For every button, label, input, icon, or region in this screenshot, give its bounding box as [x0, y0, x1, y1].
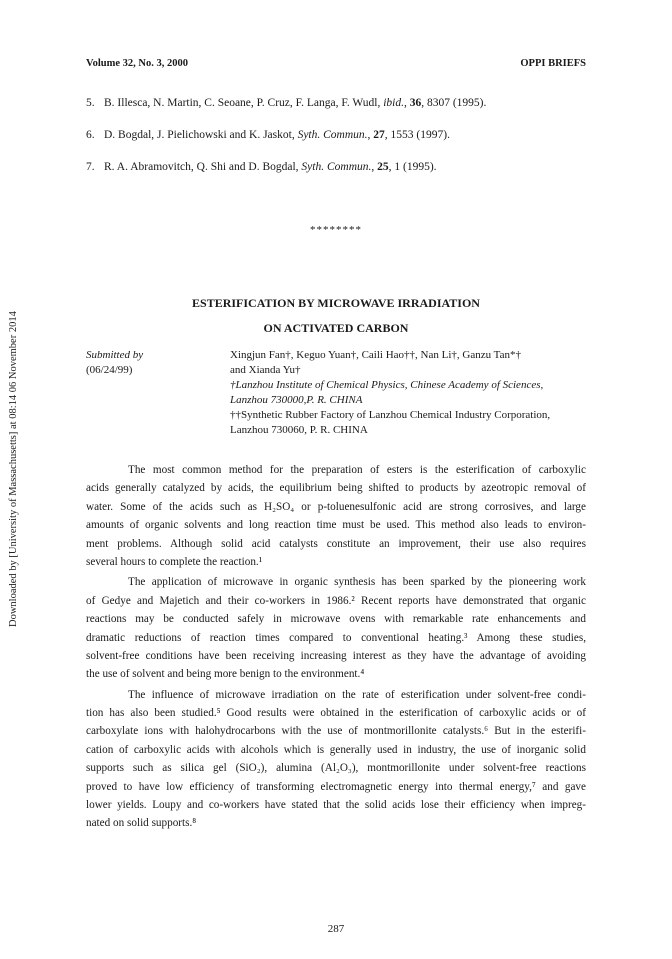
section-separator: ******** [310, 224, 362, 236]
volume-number: 25 [377, 161, 389, 173]
reference-list [86, 96, 586, 192]
body-paragraph: The influence of microwave irradiation on the rate of esterification under solvent-free condi- tion has also been studied.⁵ Good results were obtained in the esterification of carboxylic acids or of carboxylate ions with halohydrocarbons with the use of montmorillonite catalysts.⁶ But in the esterifi- cation of carboxylic acids with alcohols which is generally used in industry, the use of inorganic solid supports such as silica gel (SiO₂), alumina (Al₂O₃), montmorillonite under solvent-free reactions proved to have low efficiency of transforming electromagnetic energy into thermal energy,⁷ and gave lower yields. Loupy and co-workers have stated that the solid acids lose their efficiency when impreg- nated on solid supports.⁸ [86, 688, 586, 830]
submitted-date: (06/24/99) [86, 364, 133, 376]
download-watermark: Downloaded by [University of Massachusetts] at 08:14 06 November 2014 [8, 311, 19, 627]
volume-number: 36 [409, 97, 422, 109]
journal-name: Syth. Commun. [301, 161, 372, 173]
author-names: Xingjun Fan†, Keguo Yuan†, Caili Hao††, Nan Li†, Ganzu Tan*† [230, 349, 521, 361]
author-names: and Xianda Yu† [230, 364, 301, 376]
reference-item: 7. R. A. Abramovitch, Q. Shi and D. Bogdal, Syth. Commun., 25, 1 (1995). [86, 161, 437, 173]
journal-name: Syth. Commun. [297, 129, 368, 141]
reference-number: 5. [86, 97, 95, 109]
volume-number: 27 [373, 129, 385, 141]
reference-number: 7. [86, 161, 95, 173]
body-paragraph: The application of microwave in organic synthesis has been sparked by the pioneering work of Gedye and Majetich and their co-workers in 1986.² Recent reports have demonstrated that organic reactions may be conducted safely in microwave ovens with remarkable rate enhancements and dramatic reductions of reaction times compared to conventional heating.³ Among these studies, solvent-free conditions have been receiving increasing interest as they have the advantage of avoiding the use of solvent and being more benign to the environment.⁴ [86, 576, 586, 681]
journal-name: ibid. [383, 97, 404, 109]
affiliation: Lanzhou 730060, P. R. CHINA [230, 424, 368, 436]
submission-info [86, 348, 143, 378]
affiliation: ††Synthetic Rubber Factory of Lanzhou Chemical Industry Corporation, [230, 409, 551, 421]
article-body [86, 461, 586, 835]
reference-item: 6. D. Bogdal, J. Pielichowski and K. Jaskot, Syth. Commun., 27, 1553 (1997). [86, 129, 450, 141]
reference-item: 5. B. Illesca, N. Martin, C. Seoane, P. Cruz, F. Langa, F. Wudl, ibid., 36, 8307 (1995). [86, 97, 487, 109]
reference-number: 6. [86, 129, 95, 141]
section-name: OPPI BRIEFS [520, 58, 586, 69]
page-number: 287 [327, 923, 345, 935]
affiliation: †Lanzhou Institute of Chemical Physics, Chinese Academy of Sciences, [230, 379, 544, 391]
author-block [230, 348, 590, 438]
body-paragraph: The most common method for the preparation of esters is the esterification of carboxylic acids generally catalyzed by acids, the equilibrium being shifted to products by azeotropic removal of water. Some of the acids such as H₂SO₄ or p-toluenesulfonic acid are strong corrosives, and large amounts of organic solvents and long reaction time must be used. This method also leads to environ- ment problems. Although solid acid catalysts constitute an improvement, their use also requires several hours to complete the reaction.¹ [86, 464, 586, 568]
submitted-label: Submitted by [86, 349, 144, 361]
journal-volume: Volume 32, No. 3, 2000 [86, 58, 188, 69]
article-title: ESTERIFICATION BY MICROWAVE IRRADIATION ON ACTIVATED CARBON [192, 296, 480, 335]
affiliation: Lanzhou 730000,P. R. CHINA [230, 394, 363, 406]
